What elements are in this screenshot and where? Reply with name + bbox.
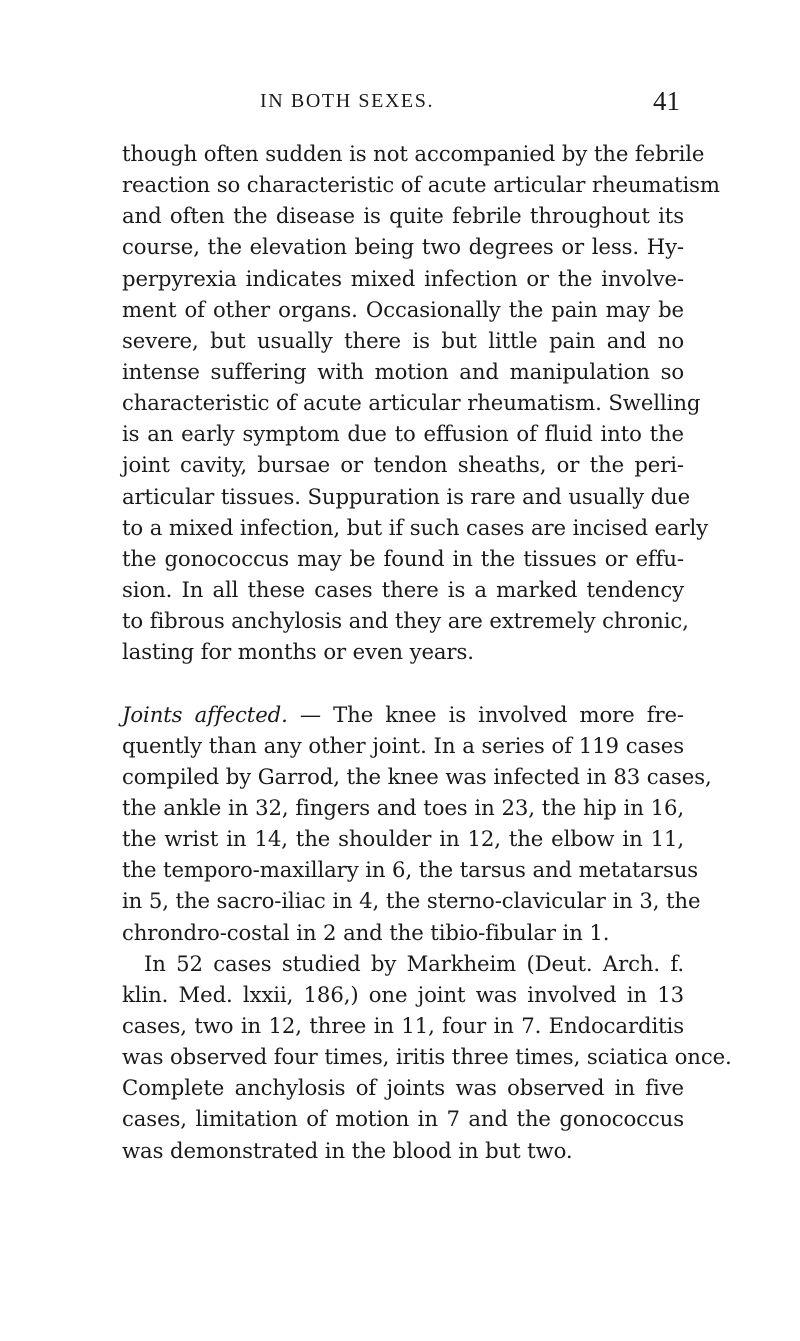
text-line: articular tissues. Suppuration is rare and usually due xyxy=(122,483,691,509)
text-line: the wrist in 14, the shoulder in 12, the elbow in 11, xyxy=(122,826,684,852)
text-line xyxy=(122,699,684,730)
text-line: is an early symptom due to effusion of fluid into the xyxy=(122,421,684,447)
text-line: cases, limitation of motion in 7 and the gonococcus xyxy=(122,1106,684,1132)
page-number: 41 xyxy=(653,86,680,116)
body-text xyxy=(122,138,732,1166)
text-line: to fibrous anchylosis and they are extremely chronic, xyxy=(122,608,689,634)
text-line: severe, but usually there is but little pain and no xyxy=(122,327,684,353)
text-line: cases, two in 12, three in 11, four in 7. Endocarditis xyxy=(122,1012,684,1038)
text-line: Complete anchylosis of joints was observed in five xyxy=(122,1075,684,1101)
running-title: IN BOTH SEXES. xyxy=(260,90,435,112)
text-line: compiled by Garrod, the knee was infected in 83 cases, xyxy=(122,763,712,789)
text-line: perpyrexia indicates mixed infection or the involve- xyxy=(122,265,684,291)
text-line: the gonococcus may be found in the tissues or effu- xyxy=(122,545,684,571)
text-line: intense suffering with motion and manipulation so xyxy=(122,358,684,384)
text-line: course, the elevation being two degrees or less. Hy- xyxy=(122,234,684,260)
heading-line-rest: — The knee is involved more fre- xyxy=(287,701,684,727)
text-line: chrondro-costal in 2 and the tibio-fibular in 1. xyxy=(122,919,610,945)
text-line: ment of other organs. Occasionally the pain may be xyxy=(122,296,684,322)
text-line: to a mixed infection, but if such cases are incised early xyxy=(122,514,709,540)
section-heading: Joints affected. xyxy=(122,701,288,727)
text-line: quently than any other joint. In a series of 119 cases xyxy=(122,732,684,758)
text-line: the ankle in 32, fingers and toes in 23, the hip in 16, xyxy=(122,794,684,820)
paragraph-gap xyxy=(122,667,684,698)
text-line: joint cavity, bursae or tendon sheaths, or the peri- xyxy=(122,452,684,478)
running-head xyxy=(120,86,680,116)
text-line: characteristic of acute articular rheumatism. Swelling xyxy=(122,390,701,416)
text-line: was observed four times, iritis three times, sciatica once. xyxy=(122,1044,732,1070)
text-line: was demonstrated in the blood in but two. xyxy=(122,1137,573,1163)
text-line: the temporo-maxillary in 6, the tarsus and metatarsus xyxy=(122,857,699,883)
text-line: lasting for months or even years. xyxy=(122,639,474,665)
text-line: and often the disease is quite febrile throughout its xyxy=(122,203,684,229)
text-line: in 5, the sacro-iliac in 4, the sterno-clavicular in 3, the xyxy=(122,888,701,914)
text-line: sion. In all these cases there is a marked tendency xyxy=(122,576,684,602)
text-line: In 52 cases studied by Markheim (Deut. Arch. f. xyxy=(144,950,684,976)
text-line: klin. Med. lxxii, 186,) one joint was involved in 13 xyxy=(122,981,684,1007)
text-line: reaction so characteristic of acute articular rheumatism xyxy=(122,172,720,198)
text-line: though often sudden is not accompanied by the febrile xyxy=(122,141,705,166)
